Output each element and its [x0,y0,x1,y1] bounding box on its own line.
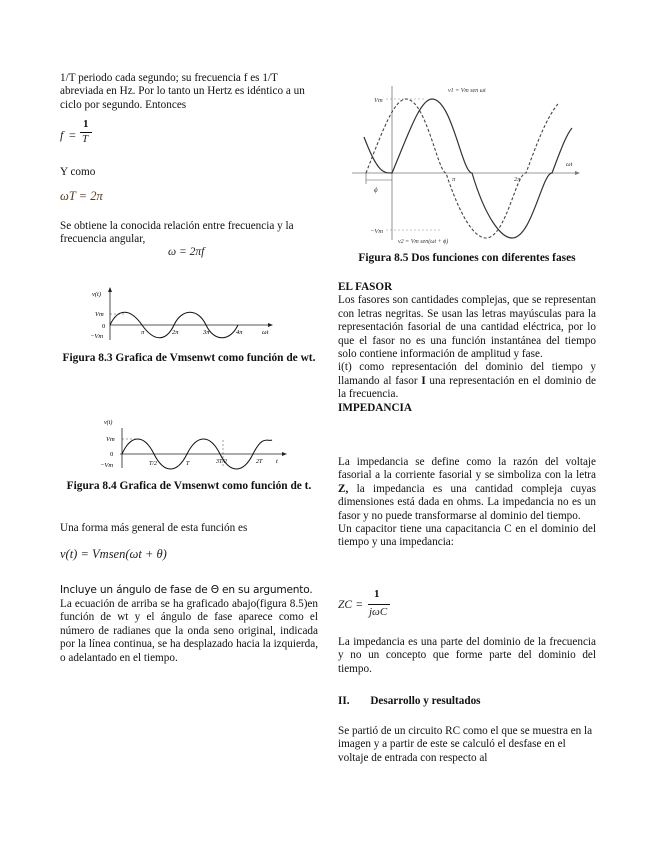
fig85-v2-label: v2 = Vm sen(ωt + ϕ) [398,239,449,245]
fig85-v1-label: v1 = Vm sen ωt [448,88,486,94]
imp-text-a: La impedancia se define como la razón del voltaje fasorial a la corriente fasorial y se simboliza con la letra [338,456,596,482]
left-column [60,72,318,112]
fig83-zero-label: 0 [102,323,106,330]
intro-paragraph: 1/T periodo cada segundo; su frecuencia f es 1/T abreviada en Hz. Por lo tanto un Hertz es idéntico a un ciclo por segundo. Entonces [60,72,305,111]
ecuacion-block [60,598,318,665]
fig85-solid-curve-v1 [364,99,572,238]
fasor-paragraph: Los fasores son cantidades complejas, que se representan con letras negritas. Se usan las letras mayúsculas para la representación fasorial de una cantidad eléctrica, por lo que el fasor no es una función instantánea del tiempo solo contiene información de amplitud y fase. [338,294,596,361]
fasor-it-paragraph [338,361,596,401]
fig84-neg-vm-label: −Vm [100,462,114,469]
fasor-it-c: una representación en el dominio de la frecuencia. [338,374,596,401]
fig84-xlabel: t [276,458,278,465]
imp-bold-z: Z, [338,482,349,495]
incluye-block [60,584,318,597]
fig84-vm-label: Vm [106,436,115,443]
figure-8-3-caption [60,352,318,366]
fig85-xlabel: ωt [566,161,573,168]
fasor-it-a: i(t) como representación del dominio del tiempo y llamando al fasor [338,361,596,387]
impedancia-section [338,456,596,550]
fig85-phi-label: ϕ [374,186,378,194]
fig85-neg-vm-label: −Vm [370,228,384,235]
figure-8-5 [346,80,586,246]
zc-numerator: 1 [374,588,380,600]
fig83-tick-pi: π [141,329,145,336]
fig85-2pi-label: 2π [514,176,521,183]
eq-f: f [60,128,64,142]
equation-general-sine [60,548,318,561]
incluye-text: Incluye un ángulo de fase de Θ en su argumento. [60,584,313,596]
impedancia-heading: IMPEDANCIA [338,401,412,414]
fig85-caption-text: Figura 8.5 Dos funciones con diferentes fases [358,252,576,264]
y-como-block [60,166,318,179]
fig83-y-arrow [108,287,112,292]
zc-denominator: jωC [369,606,388,618]
figure-8-4-caption [60,480,318,494]
se-obtiene-text: Se obtiene la conocida relación entre frecuencia y la frecuencia angular, [60,220,294,246]
fig85-vm-label: Vm [374,97,383,104]
fig83-vm-label: Vm [95,311,104,318]
fig85-dashed-curve-v2 [366,99,558,238]
zc-equals: = [356,599,363,611]
eq-denominator: T [82,133,89,145]
forma-block [60,522,318,535]
fig83-neg-vm-label: −Vm [90,333,104,340]
eq2-text: ωT = 2π [60,189,103,203]
fig85-pi-label: π [452,176,456,183]
y-como-text: Y como [60,166,96,178]
fig84-caption-text: Figura 8.4 Grafica de Vmsenwt como función de t. [66,480,312,492]
section-ii-heading [338,695,596,708]
fig83-x-arrow [268,323,273,327]
equation-omega-t [60,190,318,203]
imp-parte-block [338,636,596,676]
fig84-tick-half-t: T/2 [149,461,158,467]
figure-8-4 [98,414,298,472]
fig85-x-arrow [575,171,580,175]
fig84-tick-3half-t: 3T/2 [216,459,228,465]
eq-equals: = [69,128,76,142]
figure-8-5-caption [338,252,596,266]
equation-capacitor-impedance [338,588,418,626]
equation-omega-f [168,246,204,259]
zc-fraction-bar [368,604,390,605]
fig84-tick-2t: 2T [256,459,263,465]
figure-8-3 [84,286,284,344]
fig83-ylabel: v(t) [92,291,102,298]
fasor-bold-i: I [421,374,426,387]
fig84-tick-t: T [186,461,190,467]
eq3-text: ω = 2πf [168,246,205,258]
partio-text: Se partió de un circuito RC como el que se muestra en la imagen y a partir de este se calculó el desfase en el voltaje de entrada con respecto al [338,725,593,764]
partio-block [338,725,596,765]
fasor-heading: EL FASOR [338,281,393,293]
fig83-xlabel: ωt [262,329,269,336]
fig83-tick-2pi: 2π [172,329,179,336]
fig84-zero-label: 0 [110,451,114,458]
capacitor-paragraph: Un capacitor tiene una capacitancia C en el dominio del tiempo y una impedancia: [338,523,596,549]
ecuacion-text: La ecuación de arriba se ha graficado abajo(figura 8.5)en función de wt y el ángulo de fase aparece como el número de radianes que la onda seno original, indicada por la línea continua, se ha desplazado hacia la izquierda, o adelantado en el tiempo. [60,598,318,664]
fig83-caption-text: Figura 8.3 Grafica de Vmsenwt como función de wt. [62,352,316,364]
fig83-tick-3pi: 3π [203,329,210,336]
section-title: Desarrollo y resultados [370,695,481,707]
imp-text-c: la impedancia es una cantidad compleja cuyas dimensiones está dada en ohms. La impedancia no es un fasor y no puede transformarse al dominio del tiempo. [338,482,596,522]
section-number: II. [338,695,350,707]
fasor-section [338,281,596,415]
se-obtiene-block [60,220,318,247]
eq-numerator: 1 [83,118,89,130]
fig83-tick-4pi: 4π [236,329,243,336]
imp-parte-text: La impedancia es una parte del dominio de la frecuencia y no un concepto que forme parte del dominio del tiempo. [338,636,596,675]
impedancia-paragraph [338,456,596,523]
fig84-ylabel: v(t) [104,420,113,426]
zc-lhs: ZC [338,599,353,611]
forma-text: Una forma más general de esta función es [60,522,248,534]
fig84-x-arrow [282,452,287,456]
eq4-text: v(t) = Vmsen(ωt + θ) [60,547,167,561]
equation-frequency [60,118,140,152]
